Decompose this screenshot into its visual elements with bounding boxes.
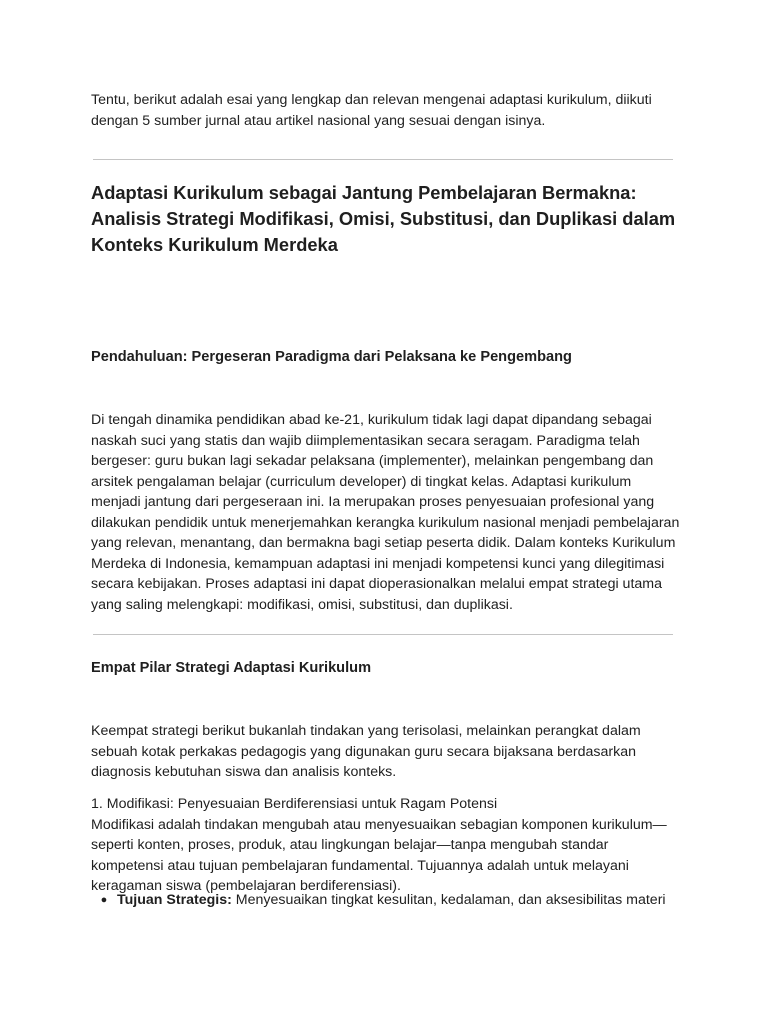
strategies-intro-block: [91, 721, 681, 783]
section-heading-introduction: Pendahuluan: Pergeseran Paradigma dari Pelaksana ke Pengembang: [91, 349, 572, 365]
bullet-dot-icon: ●: [100, 894, 108, 906]
bullet-label: Tujuan Strategis:: [117, 892, 232, 908]
introduction-paragraph: Di tengah dinamika pendidikan abad ke-21, kurikulum tidak lagi dapat dipandang sebagai naskah suci yang statis dan wajib diimplementasikan secara seragam. Paradigma telah bergeser: guru bukan lagi sekadar pelaksana (implementer), melainkan pengembang dan arsitek pengalaman belajar (curriculum developer) di tingkat kelas. Adaptasi kurikulum menjadi jantung dari pergeseraan ini. Ia merupakan proses penyesuaian profesional yang dilakukan pendidik untuk menerjemahkan kerangka kurikulum nasional menjadi pembelajaran yang relevan, menantang, dan bermakna bagi setiap peserta didik. Dalam konteks Kurikulum Merdeka di Indonesia, kemampuan adaptasi ini menjadi kompetensi kunci yang dilegitimasi secara kebijakan. Proses adaptasi ini dapat dioperasionalkan melalui empat strategi utama yang saling melengkapi: modifikasi, omisi, substitusi, dan duplikasi.: [91, 412, 680, 613]
introduction-block: [91, 410, 681, 615]
divider-top: [93, 159, 673, 160]
modification-block: [91, 794, 681, 897]
bullet-item-strategic-goal: [91, 890, 681, 910]
divider-middle: [93, 634, 673, 635]
modification-title: 1. Modifikasi: Penyesuaian Berdiferensiasi untuk Ragam Potensi: [91, 796, 498, 812]
bullet-text: Menyesuaikan tingkat kesulitan, kedalaman, dan aksesibilitas materi: [235, 892, 666, 908]
document-title: Adaptasi Kurikulum sebagai Jantung Pembelajaran Bermakna: Analisis Strategi Modifikasi, Omisi, Substitusi, dan Duplikasi dalam Konteks Kurikulum Merdeka: [91, 182, 676, 255]
intro-paragraph: Tentu, berikut adalah esai yang lengkap dan relevan mengenai adaptasi kurikulum, diikuti dengan 5 sumber jurnal atau artikel nasional yang sesuai dengan isinya.: [91, 92, 652, 129]
intro-block: [91, 90, 681, 131]
section-heading-strategies: Empat Pilar Strategi Adaptasi Kurikulum: [91, 660, 372, 676]
modification-paragraph: Modifikasi adalah tindakan mengubah atau menyesuaikan sebagian komponen kurikulum—seperti konten, proses, produk, atau lingkungan belajar—tanpa mengubah standar kompetensi atau tujuan pembelajaran fundamental. Tujuannya adalah untuk melayani keragaman siswa (pembelajaran berdiferensiasi).: [91, 816, 667, 894]
strategies-intro-paragraph: Keempat strategi berikut bukanlah tindakan yang terisolasi, melainkan perangkat dalam sebuah kotak perkakas pedagogis yang digunakan guru secara bijaksana berdasarkan diagnosis kebutuhan siswa dan analisis konteks.: [91, 723, 641, 780]
